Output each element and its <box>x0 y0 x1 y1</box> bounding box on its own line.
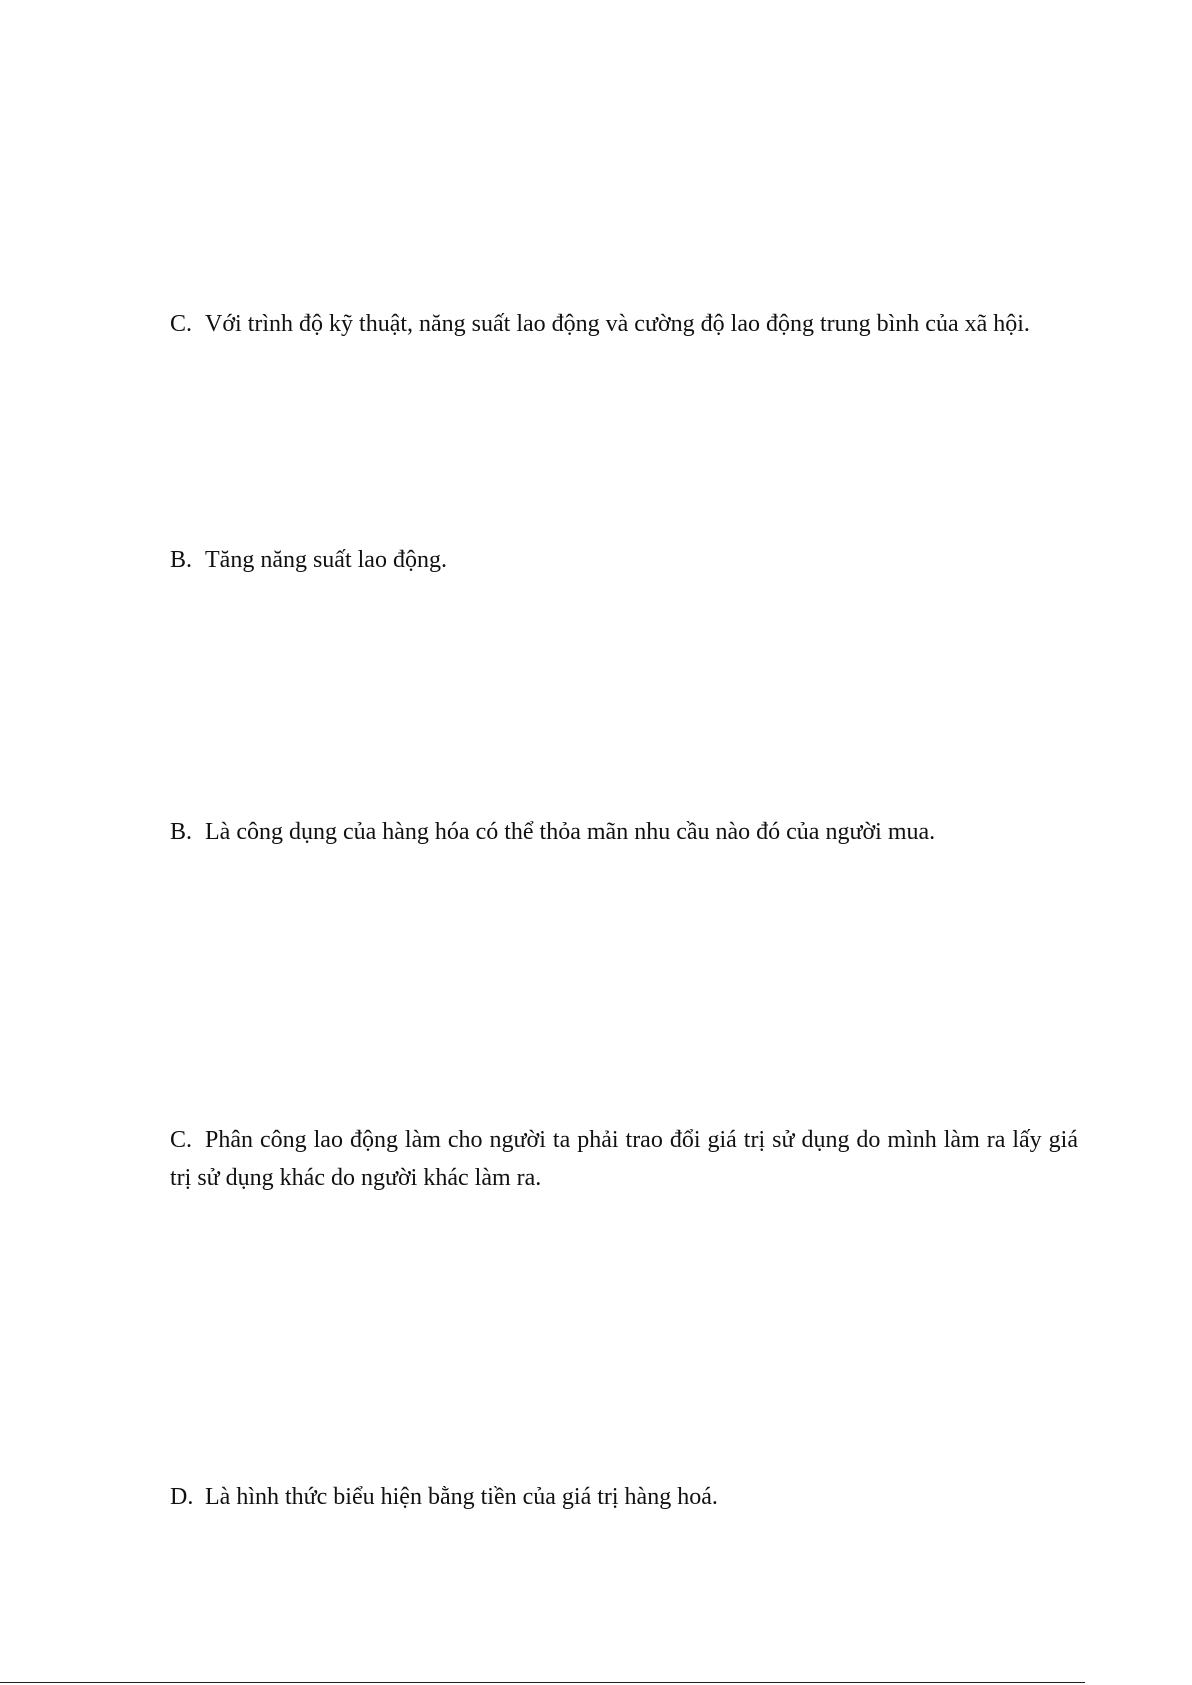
option-letter: C. <box>170 1127 193 1153</box>
option-letter: D. <box>170 1484 194 1510</box>
option-letter: C. <box>170 311 193 337</box>
answer-option-b-1 <box>170 541 1078 579</box>
option-text: Với trình độ kỹ thuật, năng suất lao động và cường độ lao động trung bình của xã hội. <box>205 311 1030 337</box>
answer-option-d-1 <box>170 1478 1078 1516</box>
option-text: Tăng năng suất lao động. <box>205 547 447 573</box>
option-text: Là hình thức biểu hiện bằng tiền của giá trị hàng hoá. <box>205 1484 718 1510</box>
option-text: Phân công lao động làm cho người ta phải trao đổi giá trị sử dụng do mình làm ra lấy giá trị sử dụng khác do người khác làm ra. <box>170 1127 1078 1191</box>
answer-option-c-1 <box>170 305 1078 343</box>
option-text: Là công dụng của hàng hóa có thể thỏa mãn nhu cầu nào đó của người mua. <box>205 819 936 845</box>
answer-option-b-2 <box>170 813 1078 851</box>
page-bottom-divider <box>0 1682 1085 1683</box>
answer-option-c-2 <box>170 1121 1078 1197</box>
option-letter: B. <box>170 819 193 845</box>
option-letter: B. <box>170 547 193 573</box>
